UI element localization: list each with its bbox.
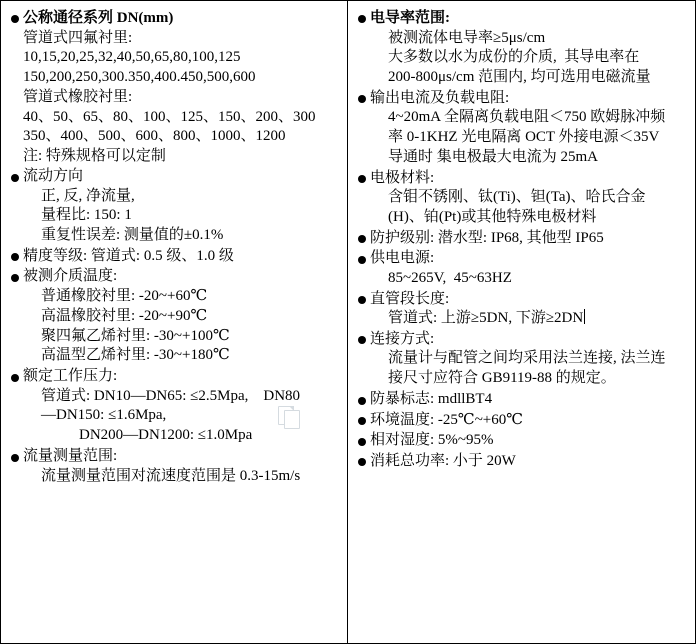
list-item [7,267,341,366]
list-item [354,169,689,228]
bullet-icon [354,452,370,470]
item-heading: 额定工作压力: [23,368,118,385]
list-item [354,229,689,249]
bullet-icon [7,367,23,385]
item-line: DN200—DN1200: ≤1.0Mpa [79,427,253,444]
bullet-icon [7,447,23,465]
item-heading: 直管段长度: [370,290,450,307]
item-line: 管道式: DN10—DN65: ≤2.5Mpa, DN80 [41,387,301,404]
list-item [354,290,689,329]
item-line: 含钼不锈刚、钛(Ti)、钽(Ta)、哈氏合金 [388,189,646,206]
intro-line: 管道式四氟衬里: [23,29,133,46]
item-line: 导通时 集电极最大电流为 25mA [388,148,599,165]
item-heading: 防护级别: 潜水型: IP68, 其他型 IP65 [370,229,604,246]
item-line: 流量计与配管之间均采用法兰连接, 法兰连 [388,350,666,367]
list-item [354,390,689,410]
item-heading: 流动方向 [23,168,84,185]
list-item [354,330,689,389]
item-heading: 防暴标志: mdllBT4 [370,391,493,408]
bullet-icon [7,167,23,185]
item-line: 200-800μs/cm 范围内, 均可选用电磁流量 [388,69,651,86]
item-line: 重复性误差: 测量值的±0.1% [41,227,224,244]
item-line: 量程比: 150: 1 [41,207,132,224]
item-heading: 流量测量范围: [23,448,118,465]
text-cursor [584,309,585,324]
item-heading: 精度等级: 管道式: 0.5 级、1.0 级 [23,247,234,264]
list-item [354,452,689,472]
left-column [1,1,348,643]
list-item [354,249,689,288]
item-heading: 被测介质温度: [23,268,118,285]
item-line: 大多数以水为成份的介质, 其导电率在 [388,49,640,66]
copy-documents-icon [278,406,300,428]
left-spec-list [7,167,341,486]
item-line: 流量测量范围对流速度范围是 0.3-15m/s [41,467,301,484]
bullet-icon [354,330,370,348]
item-heading: 输出电流及负载电阻: [370,89,510,106]
list-item [7,447,341,486]
item-heading: 连接方式: [370,330,435,347]
right-spec-list [354,9,689,471]
item-line: 普通橡胶衬里: -20~+60℃ [41,287,208,304]
list-item [354,431,689,451]
bullet-icon [354,169,370,187]
bullet-icon [354,411,370,429]
list-item [354,411,689,431]
item-line: 4~20mA 全隔离负载电阻＜750 欧姆脉冲频 [388,109,666,126]
item-line: 85~265V, 45~63HZ [388,269,512,286]
item-line: (H)、铂(Pt)或其他特殊电极材料 [388,209,597,226]
bullet-icon [354,9,370,27]
item-line: 管道式: 上游≥5DN, 下游≥2DN [388,310,584,327]
item-heading: 电导率范围: [370,10,450,26]
item-line: 正, 反, 净流量, [41,187,135,204]
intro-line: 40、50、65、80、100、125、150、200、300 [23,108,316,125]
left-title-row [7,9,341,29]
item-heading: 环境温度: -25℃~+60℃ [370,411,524,428]
left-column-title: 公称通径系列 DN(mm) [23,10,174,26]
item-heading: 电极材料: [370,169,435,186]
bullet-icon [354,290,370,308]
bullet-icon [7,247,23,265]
item-heading: 供电电源: [370,250,435,267]
bullet-icon [7,9,23,27]
item-line-with-caret [370,309,689,329]
bullet-icon [354,249,370,267]
list-item [7,167,341,246]
bullet-icon [354,89,370,107]
item-line: —DN150: ≤1.6Mpa, [41,407,167,424]
bullet-icon [354,229,370,247]
bullet-icon [354,431,370,449]
item-line: 高温型乙烯衬里: -30~+180℃ [41,347,230,364]
intro-line: 10,15,20,25,32,40,50,65,80,100,125 [23,49,241,66]
bullet-icon [7,267,23,285]
item-line: 被测流体电导率≥5μs/cm [388,29,546,46]
list-item [7,247,341,267]
item-line: 接尺寸应符合 GB9119-88 的规定。 [388,370,616,387]
list-item [354,9,689,88]
item-line: 率 0-1KHZ 光电隔离 OCT 外接电源＜35V [388,129,660,146]
item-heading: 相对湿度: 5%~95% [370,432,494,449]
intro-line: 注: 特殊规格可以定制 [23,148,166,165]
bullet-icon [354,390,370,408]
item-heading: 消耗总功率: 小于 20W [370,452,516,469]
intro-line: 管道式橡胶衬里: [23,88,133,105]
list-item [354,89,689,168]
intro-line: 350、400、500、600、800、1000、1200 [23,128,286,145]
right-column [348,1,695,643]
item-line: 聚四氟乙烯衬里: -30~+100℃ [41,327,230,344]
item-line: 高温橡胶衬里: -20~+90℃ [41,307,208,324]
left-intro-block [7,29,341,168]
intro-line: 150,200,250,300.350,400.450,500,600 [23,69,256,86]
